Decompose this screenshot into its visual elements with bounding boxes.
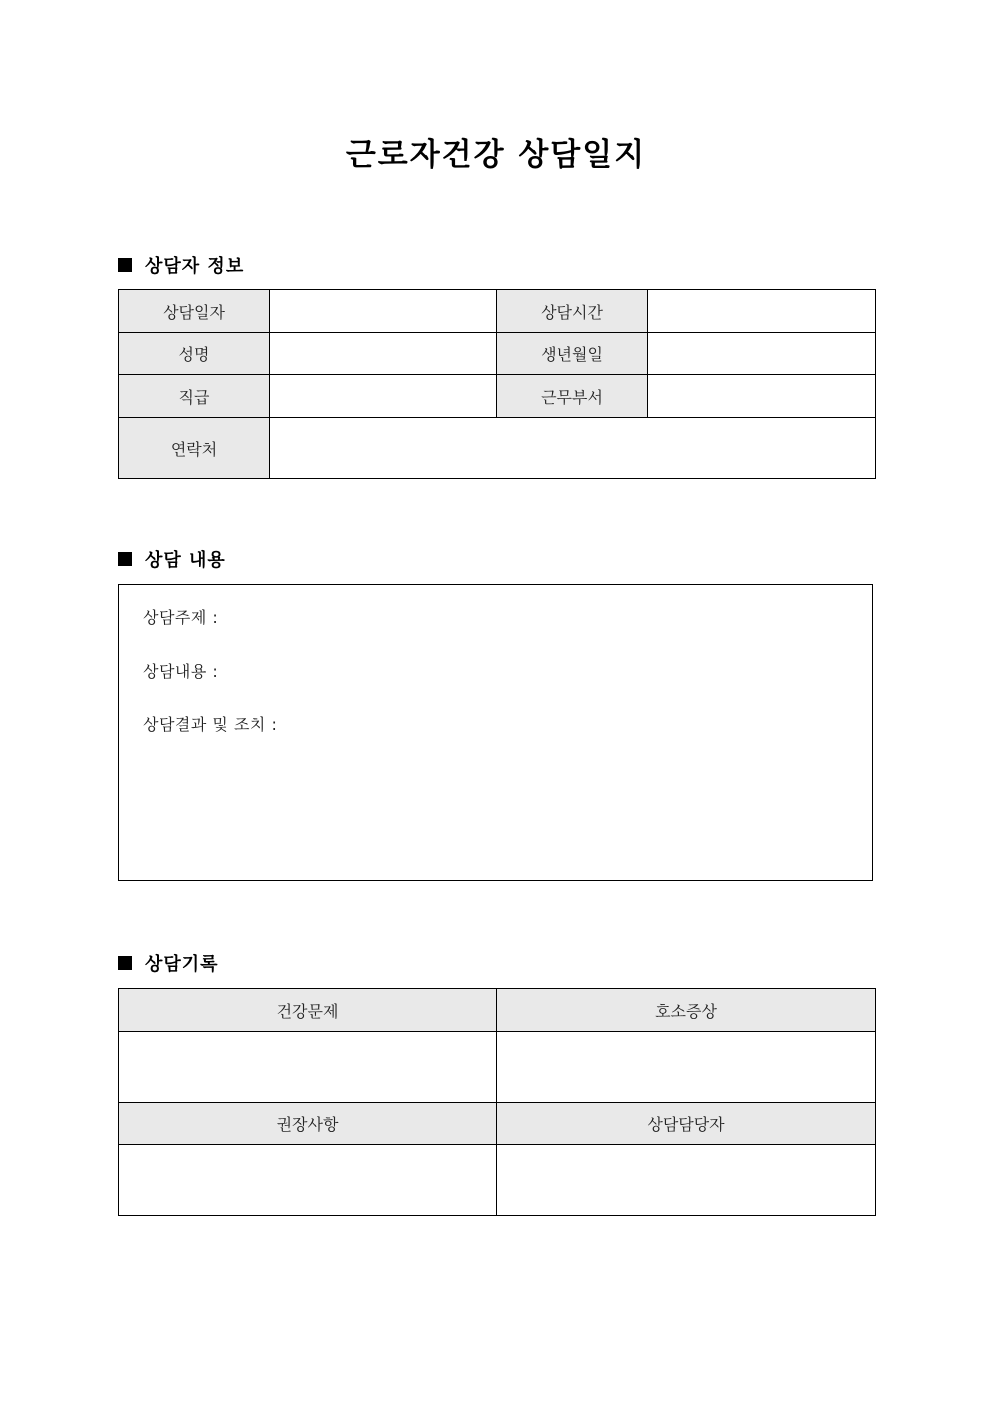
- position-label: 직급: [119, 375, 270, 418]
- counselee-info-table: [118, 289, 876, 479]
- time-label: 상담시간: [497, 290, 648, 333]
- section-heading-counsel-content: [118, 546, 226, 572]
- health-issue-label: 건강문제: [119, 989, 497, 1032]
- counselor-field[interactable]: [497, 1145, 876, 1216]
- section-heading-counselee-info: [118, 252, 244, 278]
- counsel-record-table: [118, 988, 876, 1216]
- department-label: 근무부서: [497, 375, 648, 418]
- square-bullet-icon: [118, 552, 132, 566]
- topic-label: 상담주제 :: [143, 608, 219, 627]
- table-row: [119, 375, 876, 418]
- birthdate-field[interactable]: [648, 333, 876, 375]
- contact-label: 연락처: [119, 418, 270, 479]
- section-heading-label: 상담기록: [145, 954, 219, 975]
- table-row: [119, 333, 876, 375]
- counselor-label: 상담담당자: [497, 1103, 876, 1145]
- recommendations-field[interactable]: [119, 1145, 497, 1216]
- complaint-symptoms-label: 호소증상: [497, 989, 876, 1032]
- birthdate-label: 생년월일: [497, 333, 648, 375]
- page-title: 근로자건강 상담일지: [345, 137, 647, 173]
- content-label: 상담내용 :: [143, 662, 219, 681]
- table-row: [119, 1032, 876, 1103]
- square-bullet-icon: [118, 956, 132, 970]
- department-field[interactable]: [648, 375, 876, 418]
- name-label: 성명: [119, 333, 270, 375]
- section-heading-label: 상담자 정보: [145, 256, 245, 277]
- square-bullet-icon: [118, 258, 132, 272]
- recommendations-label: 권장사항: [119, 1103, 497, 1145]
- section-heading-counsel-record: [118, 950, 219, 976]
- table-row: [119, 1103, 876, 1145]
- table-row: [119, 989, 876, 1032]
- counsel-content-box[interactable]: [118, 584, 873, 881]
- name-field[interactable]: [270, 333, 497, 375]
- table-row: [119, 418, 876, 479]
- table-row: [119, 1145, 876, 1216]
- table-row: [119, 290, 876, 333]
- health-issue-field[interactable]: [119, 1032, 497, 1103]
- date-field[interactable]: [270, 290, 497, 333]
- result-label: 상담결과 및 조치 :: [143, 715, 278, 734]
- time-field[interactable]: [648, 290, 876, 333]
- date-label: 상담일자: [119, 290, 270, 333]
- position-field[interactable]: [270, 375, 497, 418]
- section-heading-label: 상담 내용: [145, 550, 226, 571]
- complaint-symptoms-field[interactable]: [497, 1032, 876, 1103]
- contact-field[interactable]: [270, 418, 876, 479]
